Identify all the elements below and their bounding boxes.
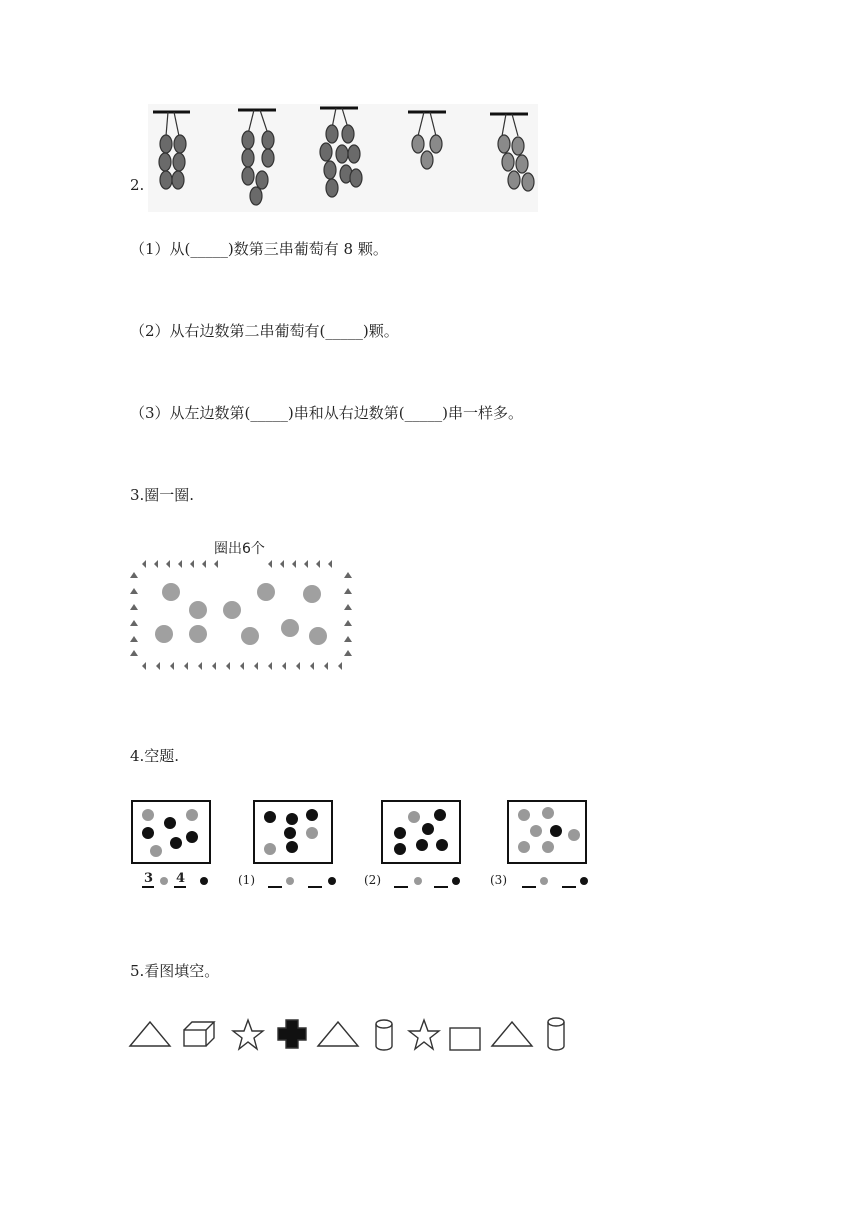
- q2-sub-question-3: （3）从左边数第(_____)串和从右边数第(_____)串一样多。: [130, 404, 523, 422]
- triangle-shape: [130, 1022, 170, 1046]
- circle-task-figure: [128, 536, 358, 676]
- cross-shape: [278, 1020, 306, 1048]
- example-black-count: 4: [176, 871, 186, 886]
- grape-bunch-5: [490, 114, 534, 191]
- example-gray-count: 3: [144, 871, 154, 886]
- q5-title: 5.看图填空。: [130, 962, 220, 980]
- grape-bunches-image: [148, 104, 538, 212]
- cylinder-shape: [376, 1020, 392, 1050]
- dot-boxes-svg: [128, 795, 598, 895]
- grape-bunch-1: [153, 112, 190, 189]
- shape-sequence: [128, 1016, 578, 1056]
- cube-shape: [184, 1022, 214, 1046]
- grape-bunch-4: [408, 112, 446, 169]
- grape-bunch-2: [238, 110, 276, 205]
- q4-title: 4.空题.: [130, 747, 180, 765]
- blank-label-3: (3): [490, 873, 507, 887]
- circle-task-box: [128, 536, 358, 676]
- star-shape: [409, 1020, 439, 1049]
- q2-sub-question-2: （2）从右边数第二串葡萄有(_____)颗。: [130, 322, 399, 340]
- q2-number: 2.: [130, 176, 145, 194]
- circle-task-label: 圈出6个: [214, 541, 265, 557]
- cylinder-shape: [548, 1018, 564, 1050]
- q2-sub-question-1: （1）从(_____)数第三串葡萄有 8 颗。: [130, 240, 388, 258]
- star-shape: [233, 1020, 263, 1049]
- blank-label-1: (1): [238, 873, 255, 887]
- grape-bunch-3: [320, 108, 362, 197]
- blank-label-2: (2): [364, 873, 381, 887]
- dot-counting-figures: [128, 795, 598, 895]
- triangle-shape: [492, 1022, 532, 1046]
- triangle-shape: [318, 1022, 358, 1046]
- rectangle-shape: [450, 1028, 480, 1050]
- q3-title: 3.圈一圈.: [130, 486, 195, 504]
